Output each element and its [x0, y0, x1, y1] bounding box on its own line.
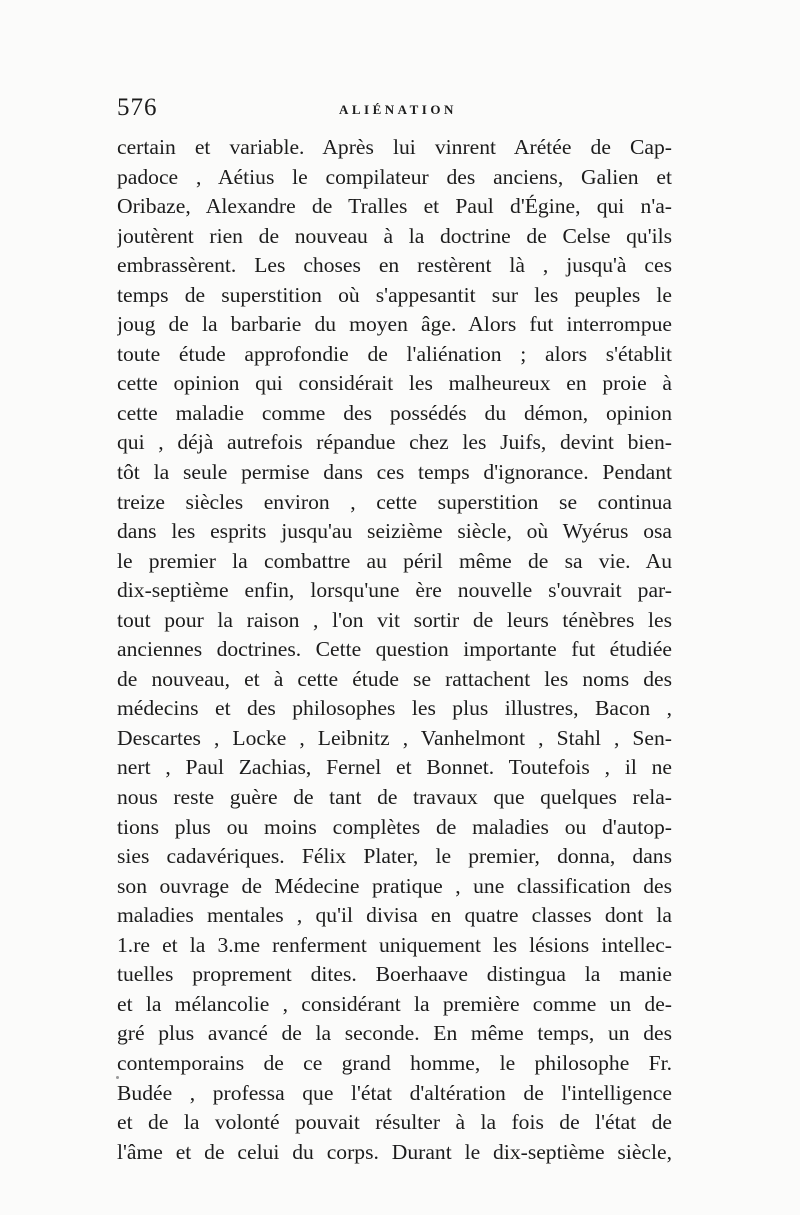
text-line: son ouvrage de Médecine pratique , une classification des [117, 873, 672, 898]
text-line: temps de superstition où s'appesantit sur les peuples le [117, 282, 672, 307]
text-line: qui , déjà autrefois répandue chez les Juifs, devint bien- [117, 430, 672, 455]
text-line: médecins et des philosophes les plus illustres, Bacon , [117, 696, 672, 721]
text-line: tions plus ou moins complètes de maladies ou d'autop- [117, 814, 672, 839]
ink-speck [116, 1076, 119, 1079]
text-line: nous reste guère de tant de travaux que quelques rela- [117, 785, 672, 810]
text-line: joutèrent rien de nouveau à la doctrine de Celse qu'ils [117, 223, 672, 248]
text-line: tout pour la raison , l'on vit sortir de leurs ténèbres les [117, 607, 672, 632]
text-line: certain et variable. Après lui vinrent Arétée de Cap- [117, 135, 672, 159]
text-line: maladies mentales , qu'il divisa en quatre classes dont la [117, 903, 672, 928]
text-line: Oribaze, Alexandre de Tralles et Paul d'Égine, qui n'a- [117, 194, 672, 219]
text-line: dans les esprits jusqu'au seizième siècle, où Wyérus osa [117, 519, 672, 544]
text-line: Budée , professa que l'état d'altération de l'intelligence [117, 1080, 672, 1105]
text-line: l'âme et de celui du corps. Durant le dix-septième siècle, [117, 1139, 672, 1164]
text-line: joug de la barbarie du moyen âge. Alors fut interrompue [117, 312, 672, 337]
text-line: et de la volonté pouvait résulter à la fois de l'état de [117, 1110, 672, 1135]
text-line: Descartes , Locke , Leibnitz , Vanhelmont , Stahl , Sen- [117, 725, 672, 750]
running-title: ALIÉNATION [339, 102, 457, 117]
running-head [117, 94, 677, 128]
text-line: et la mélancolie , considérant la première comme un de- [117, 991, 672, 1016]
page-number: 576 [117, 94, 158, 121]
body-text [117, 133, 672, 1167]
text-line: cette maladie comme des possédés du démon, opinion [117, 400, 672, 425]
text-line: padoce , Aétius le compilateur des anciens, Galien et [117, 164, 672, 189]
text-line: anciennes doctrines. Cette question importante fut étudiée [117, 637, 672, 662]
text-line: 1.re et la 3.me renferment uniquement les lésions intellec- [117, 932, 672, 957]
text-line: contemporains de ce grand homme, le philosophe Fr. [117, 1050, 672, 1075]
text-line: toute étude approfondie de l'aliénation ; alors s'établit [117, 341, 672, 366]
text-line: treize siècles environ , cette superstition se continua [117, 489, 672, 514]
text-line: gré plus avancé de la seconde. En même temps, un des [117, 1021, 672, 1046]
text-line: le premier la combattre au péril même de sa vie. Au [117, 548, 672, 573]
text-line: embrassèrent. Les choses en restèrent là , jusqu'à ces [117, 253, 672, 278]
text-line: dix-septième enfin, lorsqu'une ère nouvelle s'ouvrait par- [117, 578, 672, 603]
text-line: cette opinion qui considérait les malheureux en proie à [117, 371, 672, 396]
text-line: de nouveau, et à cette étude se rattachent les noms des [117, 666, 672, 691]
text-line: nert , Paul Zachias, Fernel et Bonnet. Toutefois , il ne [117, 755, 672, 780]
text-line: tuelles proprement dites. Boerhaave distingua la manie [117, 962, 672, 987]
text-line: sies cadavériques. Félix Plater, le premier, donna, dans [117, 844, 672, 869]
text-line: tôt la seule permise dans ces temps d'ignorance. Pendant [117, 460, 672, 485]
